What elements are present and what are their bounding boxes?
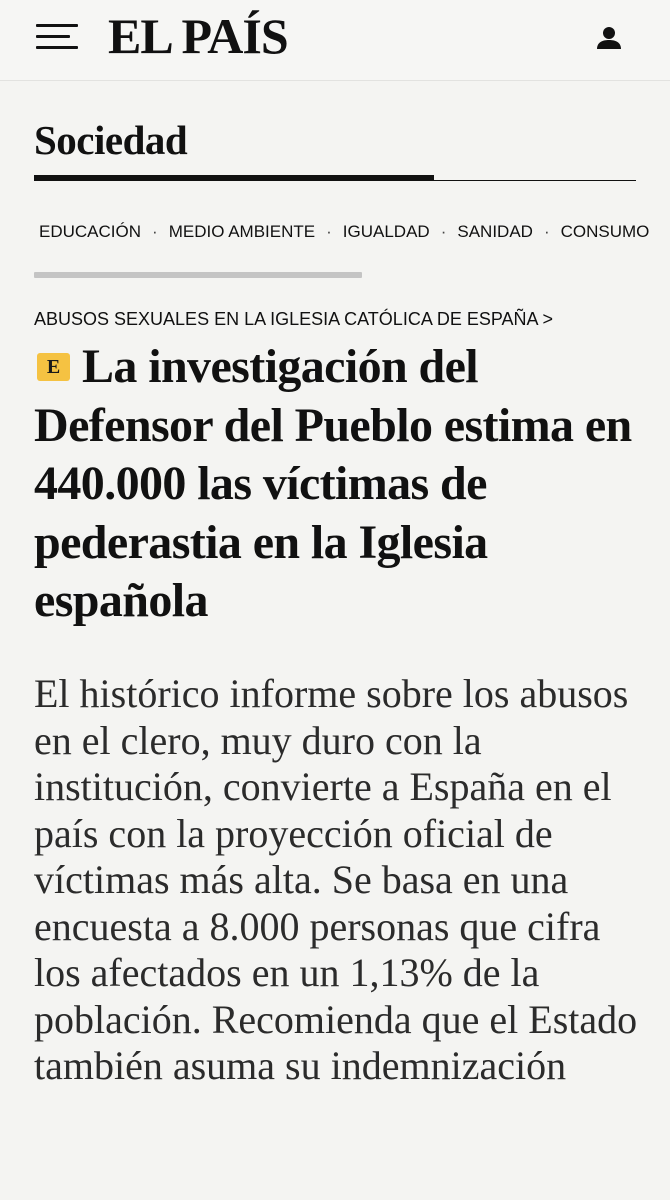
section-subnav xyxy=(39,215,650,249)
section-rule-thin xyxy=(434,180,636,181)
section-title[interactable]: Sociedad xyxy=(34,117,188,163)
headline-text: La investigación del Defensor del Pueblo estima en 440.000 las víctimas de pederastia en la Iglesia española xyxy=(34,340,632,627)
article-headline xyxy=(34,338,644,631)
subnav-separator: · xyxy=(543,222,550,241)
top-bar xyxy=(0,0,670,81)
subnav-item-consumo[interactable]: CONSUMO xyxy=(560,222,650,241)
user-icon-graphic xyxy=(592,22,626,56)
article-kicker-link[interactable]: ABUSOS SEXUALES EN LA IGLESIA CATÓLICA DE ESPAÑA > xyxy=(34,309,554,329)
subnav-item-igualdad[interactable]: IGUALDAD xyxy=(342,222,430,241)
article-dek: El histórico informe sobre los abusos en el clero, muy duro con la institución, convierte a España en el país con la proyección oficial de víctimas más alta. Se basa en una encuesta a 8.000 personas que cifra los afectados en un 1,13% de la población. Recomienda que el Estado también asuma su indemnización xyxy=(34,671,638,1088)
subnav-separator: · xyxy=(326,222,332,241)
subnav-separator: · xyxy=(152,222,158,241)
subnav-item-medio-ambiente[interactable]: MEDIO AMBIENTE xyxy=(168,222,316,241)
subnav-item-educación[interactable]: EDUCACIÓN xyxy=(39,222,142,241)
section-rule-thick xyxy=(34,175,434,181)
subnav-separator: · xyxy=(440,222,447,241)
premium-badge-icon: E xyxy=(37,353,70,381)
subnav-item-sanidad[interactable]: SANIDAD xyxy=(457,222,533,241)
hamburger-menu-icon[interactable] xyxy=(36,22,86,52)
subnav-scroll-indicator[interactable] xyxy=(34,272,362,278)
site-logo[interactable]: EL PAÍS xyxy=(108,8,288,64)
user-icon[interactable] xyxy=(592,22,626,56)
